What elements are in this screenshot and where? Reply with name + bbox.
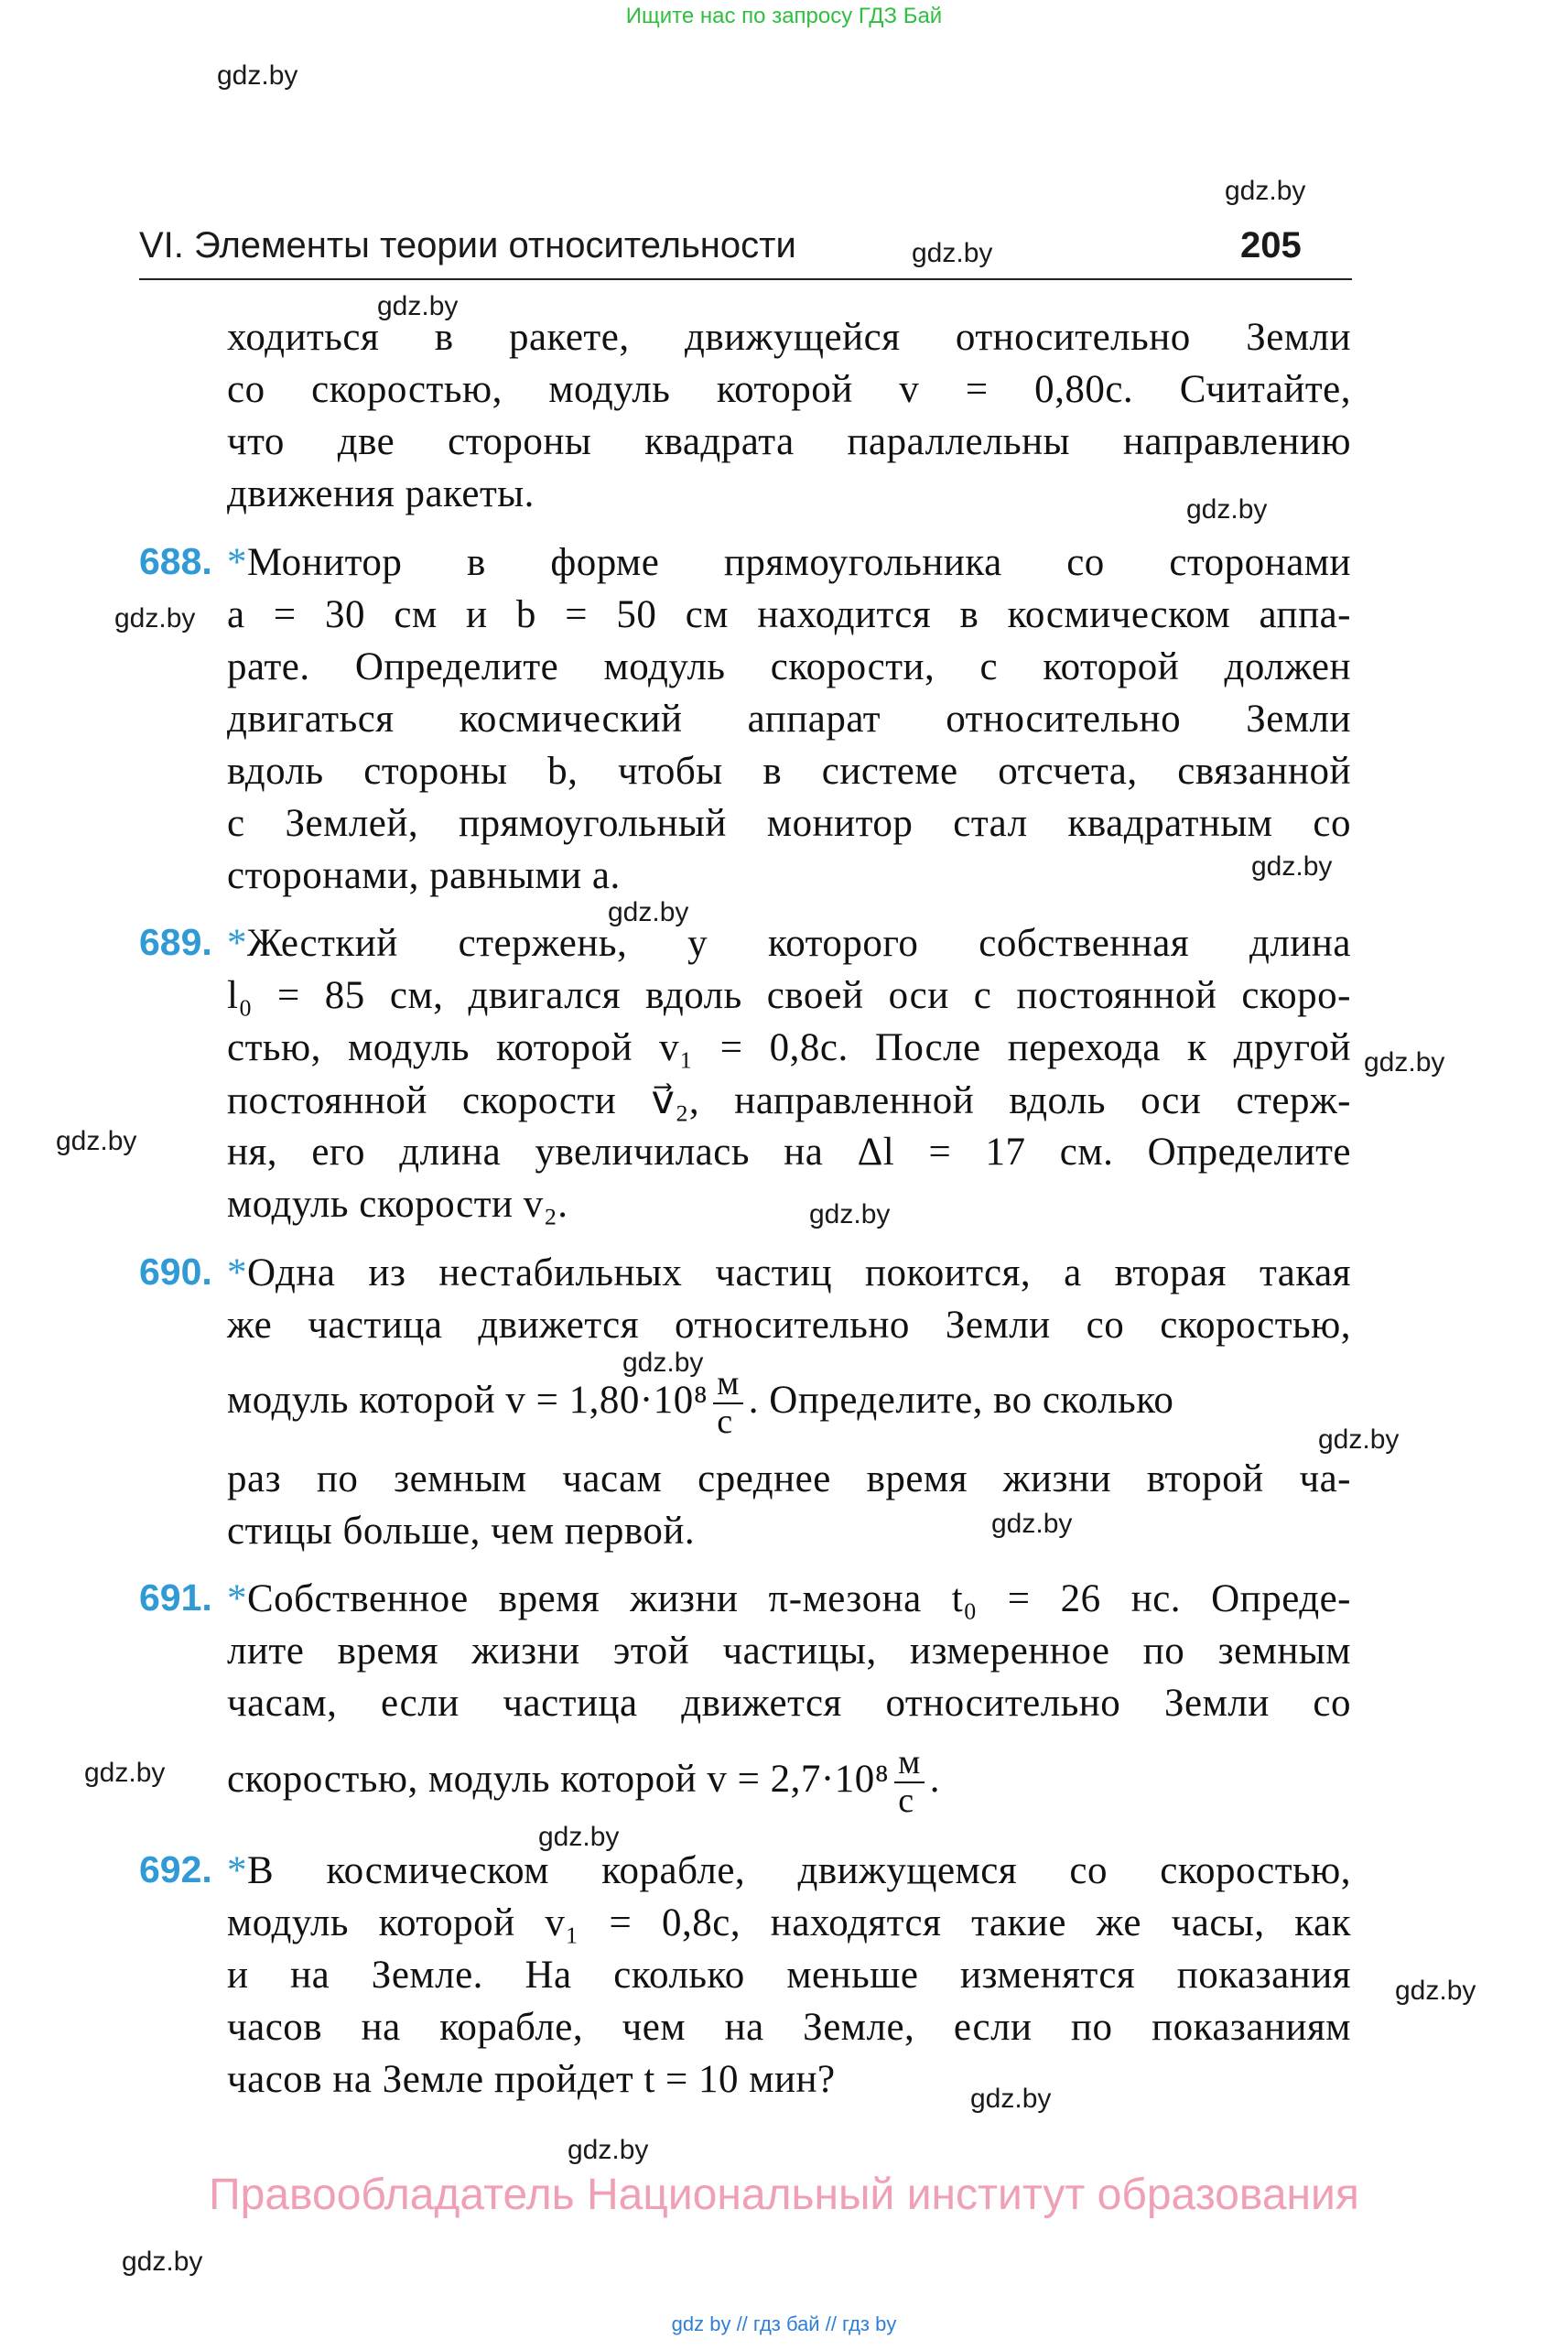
watermark: gdz.by (1186, 494, 1268, 525)
text-line: же частица движется относительно Земли со скоростью, (227, 1304, 1351, 1347)
unit-fraction: $\frac{м}{с}$ (894, 1745, 925, 1820)
text-line: часов на корабле, чем на Земле, если по показаниям (227, 2006, 1351, 2049)
watermark: gdz.by (1318, 1424, 1400, 1455)
watermark: gdz.by (1395, 1976, 1476, 2006)
text-line: вдоль стороны b, чтобы в системе отсчета, связанной (227, 750, 1351, 793)
unit-fraction: $\frac{м}{с}$ (713, 1366, 743, 1441)
text-line: стицы больше, чем первой. (227, 1510, 696, 1553)
text-line: *Собственное время жизни π-мезона t₀ = 26 нс. Опреде- (227, 1577, 1351, 1620)
problem-number: 692. (139, 1848, 212, 1890)
text-line-with-fraction: модуль которой v = 1,80·10⁸ $\frac{м}{с}$ . Определите, во сколько (227, 1364, 1174, 1442)
watermark: gdz.by (122, 2247, 203, 2277)
page-number: 205 (1240, 225, 1302, 265)
watermark: gdz.by (56, 1126, 137, 1156)
text-line: модуль которой v₁ = 0,8c, находятся такие же часы, как (227, 1901, 1351, 1944)
watermark: gdz.by (809, 1199, 891, 1229)
watermark: gdz.by (970, 2084, 1052, 2114)
text-line: лите время жизни этой частицы, измеренное по земным (227, 1630, 1351, 1673)
chapter-title: VI. Элементы теории относительности (139, 225, 796, 265)
watermark: gdz.by (568, 2135, 649, 2165)
text-line-with-fraction: скоростью, модуль которой v = 2,7·10⁸ $\frac{м}{с}$ . (227, 1743, 940, 1821)
text-line: *Монитор в форме прямоугольника со сторонами (227, 541, 1351, 584)
watermark: gdz.by (1225, 176, 1306, 206)
text-line: ня, его длина увеличилась на Δl = 17 см. Определите (227, 1131, 1351, 1174)
text-line: движения ракеты. (227, 472, 535, 515)
watermark: gdz.by (538, 1822, 620, 1852)
star-marker: * (227, 1577, 247, 1620)
star-marker: * (227, 541, 247, 584)
watermark: gdz.by (377, 291, 459, 321)
problem-number: 691. (139, 1576, 212, 1619)
watermark: gdz.by (1251, 851, 1333, 882)
text-line: часам, если частица движется относительно Земли со (227, 1682, 1351, 1725)
problem-number: 689. (139, 921, 212, 963)
problem-number: 690. (139, 1251, 212, 1293)
text-line: стью, модуль которой v₁ = 0,8c. После перехода к другой (227, 1026, 1351, 1069)
header-divider (139, 278, 1352, 280)
watermark: gdz.by (622, 1348, 704, 1378)
text-line: постоянной скорости v⃗₂, направленной вдоль оси стерж- (227, 1079, 1351, 1122)
watermark: gdz.by (217, 60, 298, 91)
top-search-note: Ищите нас по запросу ГДЗ Бай (625, 4, 943, 28)
watermark: gdz.by (1364, 1047, 1445, 1078)
watermark: gdz.by (912, 238, 993, 268)
text-line: раз по земным часам среднее время жизни второй ча- (227, 1457, 1351, 1500)
watermark: gdz.by (114, 603, 196, 634)
text-line: часов на Земле пройдет t = 10 мин? (227, 2058, 836, 2101)
copyright-holder: Правообладатель Национальный институт образования (209, 2171, 1359, 2219)
text-line: l₀ = 85 см, двигался вдоль своей оси с постоянной скоро- (227, 974, 1351, 1017)
star-marker: * (227, 1251, 247, 1294)
text-line: с Землей, прямоугольный монитор стал квадратным со (227, 802, 1351, 845)
text-line: сторонами, равными a. (227, 854, 621, 897)
text-line: *Одна из нестабильных частиц покоится, а вторая такая (227, 1251, 1351, 1294)
watermark: gdz.by (84, 1758, 166, 1788)
problem-number: 688. (139, 540, 212, 582)
text-line: и на Земле. На сколько меньше изменятся показания (227, 1954, 1351, 1997)
footer-links[interactable]: gdz by // гдз бай // гдз by (671, 2312, 897, 2335)
watermark: gdz.by (991, 1509, 1073, 1539)
watermark: gdz.by (608, 897, 689, 927)
text-line: со скоростью, модуль которой v = 0,80c. Считайте, (227, 368, 1351, 411)
star-marker: * (227, 1849, 247, 1892)
text-line: a = 30 см и b = 50 см находится в космическом аппа- (227, 593, 1351, 636)
text-line: ходиться в ракете, движущейся относительно Земли (227, 316, 1351, 359)
text-line: модуль скорости v₂. (227, 1183, 568, 1226)
text-line: рате. Определите модуль скорости, с которой должен (227, 645, 1351, 688)
star-marker: * (227, 922, 247, 965)
text-line: что две стороны квадрата параллельны направлению (227, 420, 1351, 463)
text-line: двигаться космический аппарат относительно Земли (227, 698, 1351, 741)
text-line: *Жесткий стержень, у которого собственная длина (227, 922, 1351, 965)
text-line: *В космическом корабле, движущемся со скоростью, (227, 1849, 1351, 1892)
